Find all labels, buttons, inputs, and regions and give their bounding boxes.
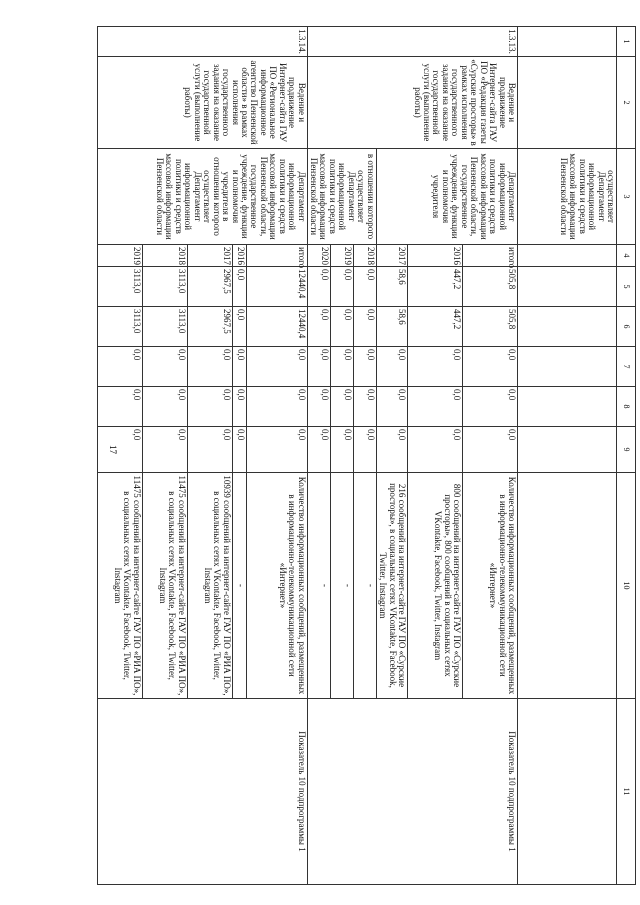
year-cell: 2016 [408,245,463,267]
funding-col7: 0,0 [376,347,407,387]
funding-total: 0,0 [353,267,376,307]
funding-col7: 0,0 [330,347,353,387]
funding-total: 12440,4 [246,267,307,307]
funding-col8: 0,0 [463,387,518,427]
col-header: 4 [617,245,636,267]
item-number: 1.3.14. [97,27,307,57]
funding-col8: 0,0 [246,387,307,427]
col-header: 7 [617,347,636,387]
funding-col7: 0,0 [353,347,376,387]
col-header: 1 [617,27,636,57]
funding-col9: 0,0 [376,427,407,473]
program-activities-table-sheet [60,26,636,884]
indicator-ref: Показатель 10 подпрограммы 1 [307,699,517,885]
result-text: Количество информационных сообщений, размещенных в информационно-телекоммуникационной сети «Интернет» [463,473,518,699]
item-description: Ведение и продвижение Интернет-сайта ГАУ ПО «Региональное информационное агентство Пензенской области» в рамках исполнения государственного задания на оказание государственной услуги (выполнение работы) [97,57,307,149]
funding-regional: 12440,4 [246,307,307,347]
funding-regional: 0,0 [330,307,353,347]
result-text: 216 сообщений на интернет-сайте ГАУ ПО «Сурские просторы», в социальных сетях VKontakte, Facebook, Twitter, Instagram [376,473,407,699]
col-header: 5 [617,267,636,307]
col-header: 11 [617,699,636,885]
year-cell: 2018 [142,245,187,267]
funding-total: 3113,0 [97,267,142,307]
col-header: 2 [617,57,636,149]
funding-col9: 0,0 [246,427,307,473]
funding-col7: 0,0 [142,347,187,387]
funding-col7: 0,0 [307,347,330,387]
funding-col9: 0,0 [330,427,353,473]
year-cell: 2019 [330,245,353,267]
funding-col9: 0,0 [142,427,187,473]
funding-regional: 447,2 [408,307,463,347]
funding-total: 2967,5 [187,267,232,307]
funding-regional: 0,0 [232,307,246,347]
funding-total: 3113,0 [142,267,187,307]
item-description: Ведение и продвижение Интернет-сайта ГАУ ПО «Редакция газеты «Сурские просторы» в рамках исполнения государственного задания на оказание государственной услуги (выполнение работы) [307,57,517,149]
year-cell: 2020 [307,245,330,267]
continued-executor: осуществляет Департамент информационной политики и средств массовой информации Пензенской области [518,149,617,245]
funding-col8: 0,0 [330,387,353,427]
funding-total: 505,8 [463,267,518,307]
funding-regional: 3113,0 [142,307,187,347]
funding-col8: 0,0 [307,387,330,427]
funding-col7: 0,0 [463,347,518,387]
funding-col8: 0,0 [353,387,376,427]
result-text: 800 сообщений на интернет-сайте ГАУ ПО «Сурские просторы», 800 сообщений в социальных сетях VKontakte, Facebook, Twitter, Instagram [408,473,463,699]
funding-regional: 0,0 [307,307,330,347]
funding-regional: 3113,0 [97,307,142,347]
funding-col7: 0,0 [97,347,142,387]
header-row [617,27,636,885]
result-text: - [232,473,246,699]
table-row [246,27,307,885]
result-text: 11475 сообщений на интернет-сайте ГАУ ПО «РИА ПО», в социальных сетях VKontakte, Facebook, Twitter, Instagram [142,473,187,699]
item-number: 1.3.13. [307,27,517,57]
year-cell: 2017 [187,245,232,267]
funding-col9: 0,0 [463,427,518,473]
funding-col9: 0,0 [97,427,142,473]
funding-regional: 505,8 [463,307,518,347]
funding-col9: 0,0 [187,427,232,473]
funding-col9: 0,0 [408,427,463,473]
funding-regional: 2967,5 [187,307,232,347]
result-text: 11475 сообщений на интернет-сайте ГАУ ПО «РИА ПО», в социальных сетях VKontakte, Facebook, Twitter, Instagram [97,473,142,699]
funding-col8: 0,0 [187,387,232,427]
funding-total: 0,0 [307,267,330,307]
funding-col8: 0,0 [408,387,463,427]
funding-col7: 0,0 [232,347,246,387]
funding-col7: 0,0 [408,347,463,387]
item-executor: Департамент информационной политики и средств массовой информации Пензенской области, государственное учреждение, функции и полномочия учредителя в отношении которого осуществляет Департамент информационной политики и средств массовой информации Пензенской области [97,149,307,245]
year-cell: 2018 [353,245,376,267]
funding-col8: 0,0 [142,387,187,427]
funding-regional: 58,6 [376,307,407,347]
page-number: 17 [108,445,118,454]
funding-total: 0,0 [232,267,246,307]
funding-col9: 0,0 [307,427,330,473]
result-text: - [353,473,376,699]
funding-regional: 0,0 [353,307,376,347]
year-cell: 2019 [97,245,142,267]
result-text: - [330,473,353,699]
funding-col9: 0,0 [353,427,376,473]
result-text: Количество информационных сообщений, размещенных в информационно-телекоммуникационной сети «Интернет» [246,473,307,699]
funding-col7: 0,0 [187,347,232,387]
funding-total: 58,6 [376,267,407,307]
funding-col8: 0,0 [97,387,142,427]
program-activities-table [97,26,636,885]
col-header: 6 [617,307,636,347]
indicator-ref: Показатель 10 подпрограммы 1 [97,699,307,885]
item-executor: Департамент информационной политики и средств массовой информации Пензенской области, государственное учреждение, функции и полномочия учредителя [376,149,517,245]
result-text: 10939 сообщений на интернет-сайте ГАУ ПО «РИА ПО», в социальных сетях VKontakte, Facebook, Twitter, Instagram [187,473,232,699]
col-header: 10 [617,473,636,699]
year-cell: 2016 [232,245,246,267]
col-header: 8 [617,387,636,427]
year-cell: итого [463,245,518,267]
result-text: - [307,473,330,699]
table-row [463,27,518,885]
item-executor: в отношении которого осуществляет Департамент информационной политики и средств массовой информации Пензенской области [307,149,376,245]
funding-total: 447,2 [408,267,463,307]
funding-col9: 0,0 [232,427,246,473]
col-header: 3 [617,149,636,245]
funding-col8: 0,0 [232,387,246,427]
year-cell: 2017 [376,245,407,267]
year-cell: итого [246,245,307,267]
funding-col8: 0,0 [376,387,407,427]
continuation-row [518,27,617,885]
funding-total: 0,0 [330,267,353,307]
funding-col7: 0,0 [246,347,307,387]
col-header: 9 [617,427,636,473]
